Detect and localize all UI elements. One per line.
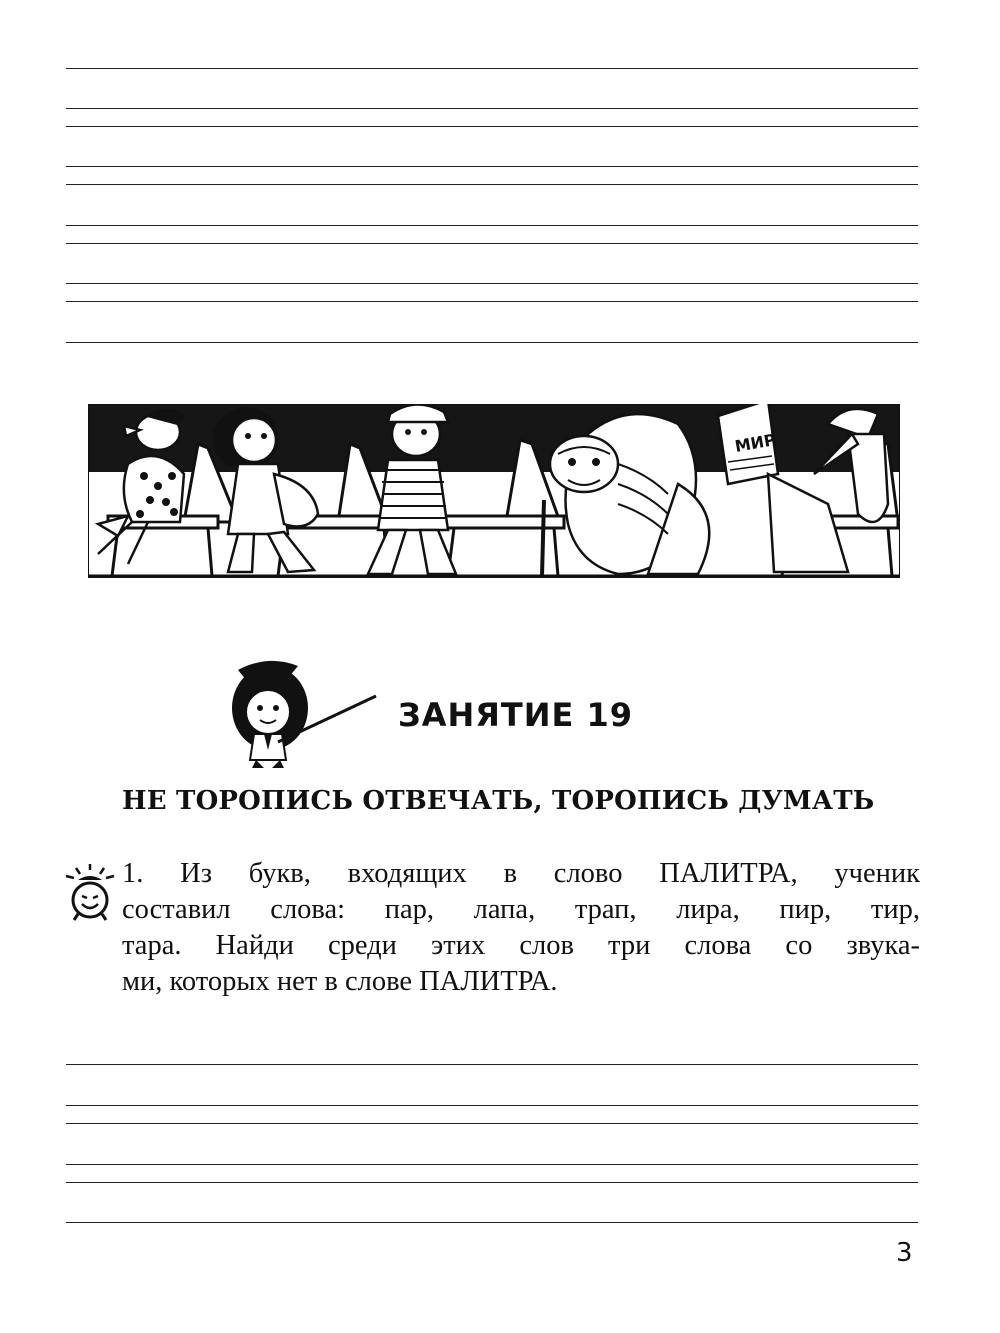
- writing-line: [66, 108, 918, 109]
- writing-line: [66, 184, 918, 185]
- task-line: ми, которых нет в слове ПАЛИТРА.: [122, 966, 558, 997]
- writing-line: [66, 342, 918, 343]
- task-text: [122, 856, 920, 1000]
- writing-line: [66, 1064, 918, 1065]
- writing-line: [66, 1123, 918, 1124]
- writing-line: [66, 126, 918, 127]
- section-heading: НЕ ТОРОПИСЬ ОТВЕЧАТЬ, ТОРОПИСЬ ДУМАТЬ: [122, 786, 875, 816]
- newspaper-headline: МИР: [733, 430, 778, 456]
- writing-line: [66, 1164, 918, 1165]
- alarm-clock-icon: [64, 862, 118, 924]
- writing-line: [66, 225, 918, 226]
- writing-line: [66, 1222, 918, 1223]
- task-line: тара. Найди среди этих слов три слова со звука-: [122, 930, 920, 961]
- writing-line: [66, 1182, 918, 1183]
- lesson-header: [228, 660, 748, 770]
- answer-writing-lines: [66, 1064, 918, 1228]
- task-line: составил слова: пар, лапа, трап, лира, пир, тир,: [122, 894, 920, 925]
- writing-line: [66, 283, 918, 284]
- task-line: 1. Из букв, входящих в слово ПАЛИТРА, ученик: [122, 858, 920, 889]
- writing-line: [66, 1105, 918, 1106]
- schoolgirl-with-pointer-icon: [228, 660, 378, 770]
- writing-line: [66, 68, 918, 69]
- top-writing-lines: [66, 68, 918, 348]
- passengers-illustration: [88, 404, 900, 578]
- lesson-title: ЗАНЯТИЕ 19: [398, 696, 634, 734]
- page-number: 3: [896, 1238, 913, 1268]
- writing-line: [66, 301, 918, 302]
- writing-line: [66, 166, 918, 167]
- writing-line: [66, 243, 918, 244]
